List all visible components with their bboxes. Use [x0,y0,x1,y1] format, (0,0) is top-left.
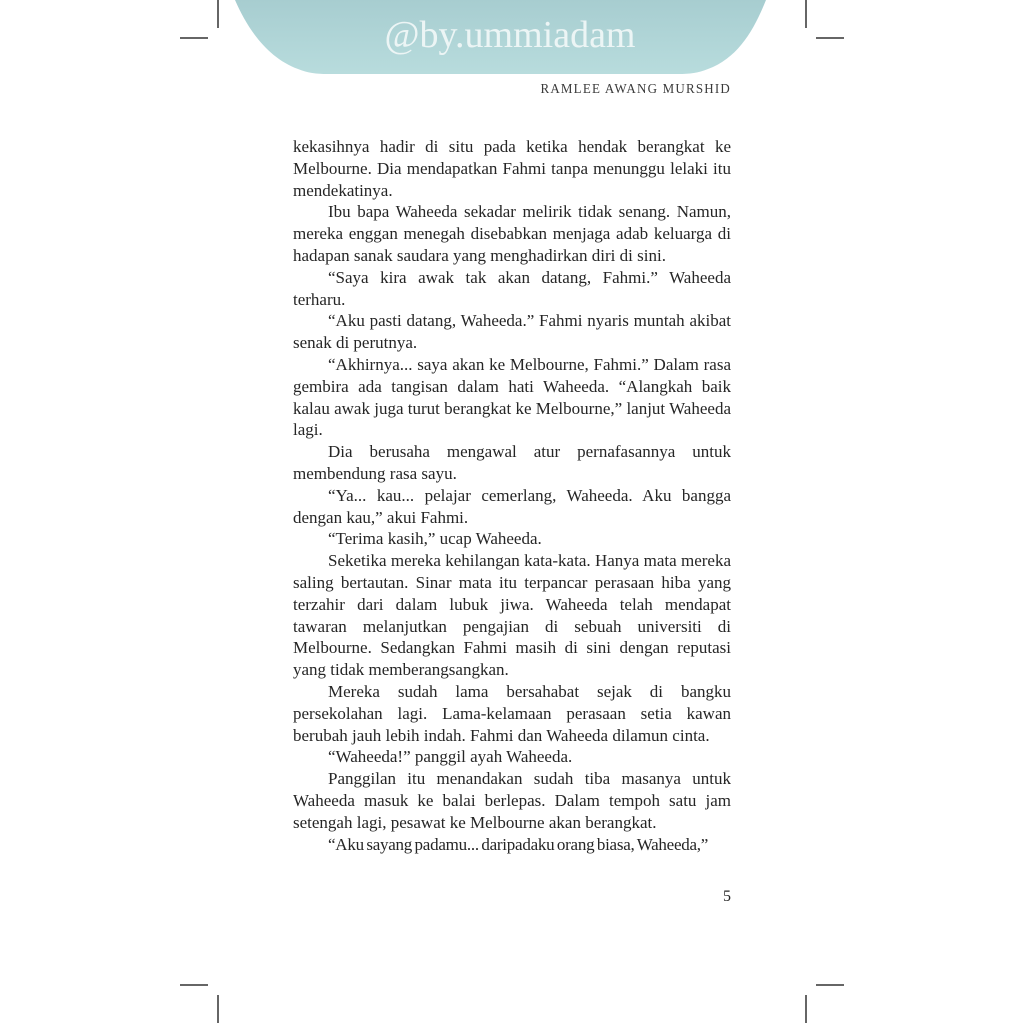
page-number: 5 [723,888,731,905]
paragraph: “Terima kasih,” ucap Waheeda. [328,529,542,549]
crop-mark-bottom-left-vertical [217,995,219,1023]
paragraph: Panggilan itu menandakan sudah tiba masanya untuk Waheeda masuk ke balai berlepas. Dalam tempoh satu jam setengah lagi, pesawat ke Melbourne akan berangkat. [293,769,731,832]
paragraph: “Akhirnya... saya akan ke Melbourne, Fahmi.” Dalam rasa gembira ada tangisan dalam hati Waheeda. “Alangkah baik kalau awak juga turut berangkat ke Melbourne,” lanjut Waheeda lagi. [293,354,731,440]
paragraph: “Saya kira awak tak akan datang, Fahmi.” Waheeda terharu. [293,267,731,309]
banner-ribbon-shape [228,0,772,80]
watermark-banner [228,0,772,80]
body-text-block [293,136,731,855]
crop-mark-bottom-right-vertical [805,995,807,1023]
crop-mark-top-right-vertical [805,0,807,28]
crop-mark-top-right-horizontal [816,37,844,39]
paragraph: “Aku pasti datang, Waheeda.” Fahmi nyaris muntah akibat senak di perutnya. [293,311,731,353]
running-header-author: RAMLEE AWANG MURSHID [540,80,731,97]
crop-mark-bottom-left-horizontal [180,984,208,986]
crop-mark-top-left-vertical [217,0,219,28]
paragraph: “Aku sayang padamu... daripadaku orang biasa, Waheeda,” [328,834,709,854]
paragraph: Dia berusaha mengawal atur pernafasannya untuk membendung rasa sayu. [293,442,731,483]
paragraph: “Ya... kau... pelajar cemerlang, Waheeda. Aku bangga dengan kau,” akui Fahmi. [293,485,731,527]
paragraph: Mereka sudah lama bersahabat sejak di bangku persekolahan lagi. Lama-kelamaan perasaan setia kawan berubah jauh lebih indah. Fahmi dan Waheeda dilamun cinta. [293,681,731,745]
paragraph: kekasihnya hadir di situ pada ketika hendak berangkat ke Melbourne. Dia mendapatkan Fahmi tanpa menunggu lelaki itu mendekatinya. [293,137,731,200]
paragraph: Seketika mereka kehilangan kata-kata. Hanya mata mereka saling bertautan. Sinar mata itu terpancar perasaan hiba yang terzahir dari dalam lubuk jiwa. Waheeda telah mendapat tawaran melanjutkan pengajian di sebuah universiti di Melbourne. Sedangkan Fahmi masih di sini dengan reputasi yang tidak memberangsangkan. [293,551,731,680]
watermark-text: @by.ummiadam [384,14,636,56]
crop-mark-bottom-right-horizontal [816,984,844,986]
paragraph: Ibu bapa Waheeda sekadar melirik tidak senang. Namun, mereka enggan menegah disebabkan menjaga adab keluarga di hadapan sanak saudara yang menghadirkan diri di sini. [293,202,731,265]
paragraph: “Waheeda!” panggil ayah Waheeda. [328,747,573,767]
crop-mark-top-left-horizontal [180,37,208,39]
